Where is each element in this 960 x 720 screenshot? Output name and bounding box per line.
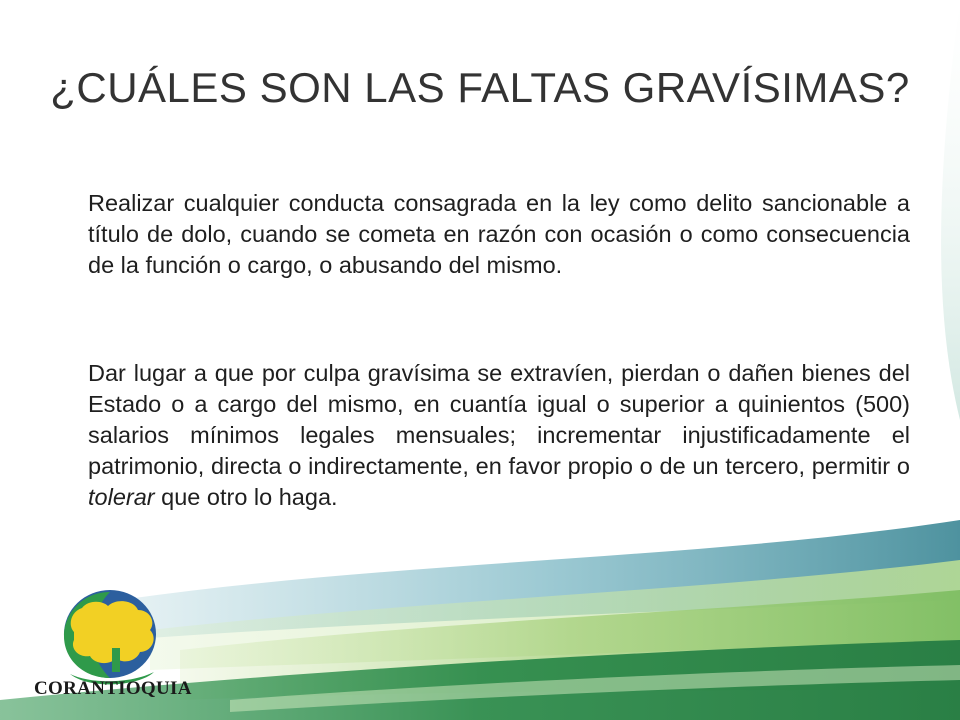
slide-title: ¿CUÁLES SON LAS FALTAS GRAVÍSIMAS? <box>50 64 910 111</box>
logo-text: CORANTIOQUIA <box>34 678 192 699</box>
paragraph-2-text: Dar lugar a que por culpa gravísima se extravíen, pierdan o dañen bienes del Estado o a cargo del mismo, en cuantía igual o superior a quinientos (500) salarios mínimos legales mensuales; incrementar injustificadamente el patrimonio, directa o indirectamente, en favor propio o de un tercero, permitir o <box>88 360 910 479</box>
paragraph-2-emphasis: tolerar <box>88 484 155 510</box>
paragraph-2-ending: que otro lo haga. <box>154 484 338 510</box>
paragraph-2 <box>88 358 910 513</box>
paragraph-1: Realizar cualquier conducta consagrada en la ley como delito sancionable a título de dolo, cuando se cometa en razón con ocasión o como consecuencia de la función o cargo, o abusando del mismo. <box>88 190 910 278</box>
